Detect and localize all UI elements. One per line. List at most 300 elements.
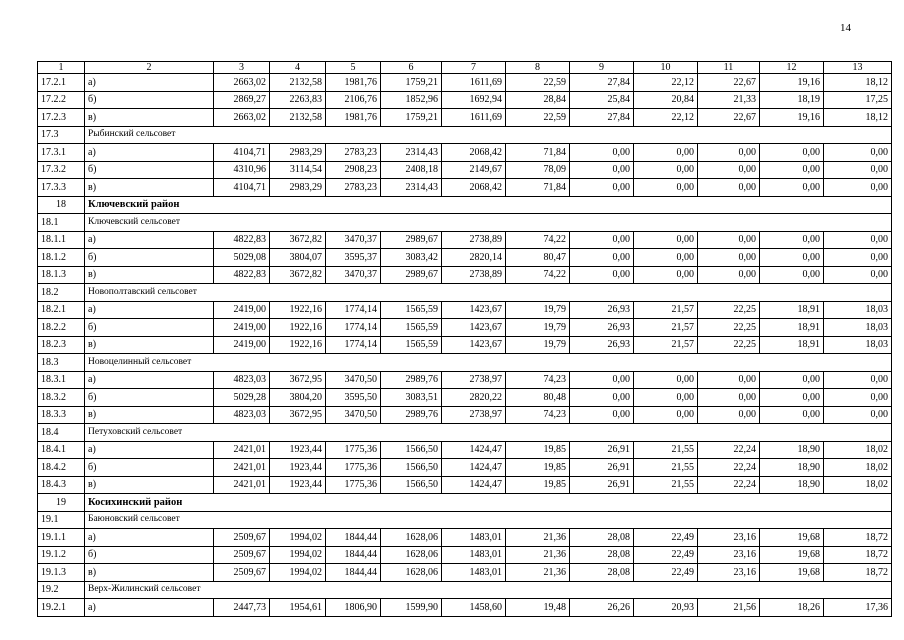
value-cell: 19,68: [760, 529, 824, 547]
value-cell: 28,08: [570, 546, 634, 564]
value-cell: 18,12: [824, 109, 892, 127]
value-cell: 18,19: [760, 91, 824, 109]
value-cell: 18,91: [760, 336, 824, 354]
value-cell: 0,00: [824, 179, 892, 197]
column-number-cell: 8: [506, 62, 570, 74]
value-cell: 2738,89: [442, 231, 506, 249]
area-name-cell: Петуховский сельсовет: [85, 424, 892, 442]
value-cell: 4104,71: [214, 179, 270, 197]
value-cell: 2421,01: [214, 441, 270, 459]
value-cell: 2989,67: [381, 231, 442, 249]
value-cell: 2149,67: [442, 161, 506, 179]
value-cell: 0,00: [760, 161, 824, 179]
row-code-cell: 18.4: [38, 424, 85, 442]
variant-label-cell: а): [85, 441, 214, 459]
value-cell: 1599,90: [381, 599, 442, 617]
value-cell: 0,00: [824, 406, 892, 424]
value-cell: 0,00: [570, 266, 634, 284]
value-cell: 19,79: [506, 336, 570, 354]
row-code-cell: 18.2.1: [38, 301, 85, 319]
row-code-cell: 18.1.1: [38, 231, 85, 249]
value-cell: 23,16: [698, 529, 760, 547]
value-cell: 3804,20: [270, 389, 326, 407]
value-cell: 20,84: [634, 91, 698, 109]
value-cell: 21,57: [634, 301, 698, 319]
value-cell: 26,91: [570, 441, 634, 459]
variant-label-cell: б): [85, 319, 214, 337]
value-cell: 2509,67: [214, 564, 270, 582]
value-cell: 3672,82: [270, 266, 326, 284]
value-cell: 4823,03: [214, 371, 270, 389]
value-cell: 71,84: [506, 179, 570, 197]
variant-label-cell: б): [85, 161, 214, 179]
value-cell: 19,68: [760, 564, 824, 582]
value-cell: 3595,37: [326, 249, 381, 267]
row-code-cell: 18.2.3: [38, 336, 85, 354]
value-cell: 3470,50: [326, 406, 381, 424]
area-name-cell: Рыбинский сельсовет: [85, 126, 892, 144]
value-cell: 25,84: [570, 91, 634, 109]
value-cell: 0,00: [634, 371, 698, 389]
district-row: [38, 494, 892, 512]
value-cell: 2421,01: [214, 476, 270, 494]
value-cell: 80,47: [506, 249, 570, 267]
value-cell: 22,25: [698, 319, 760, 337]
value-cell: 18,03: [824, 301, 892, 319]
value-cell: 1774,14: [326, 301, 381, 319]
value-cell: 18,03: [824, 336, 892, 354]
value-cell: 22,12: [634, 109, 698, 127]
value-cell: 3470,50: [326, 371, 381, 389]
table-row: [38, 389, 892, 407]
value-cell: 26,91: [570, 459, 634, 477]
data-table: [37, 61, 892, 617]
value-cell: 22,24: [698, 459, 760, 477]
value-cell: 18,91: [760, 301, 824, 319]
table-row: [38, 441, 892, 459]
row-code-cell: 17.3: [38, 126, 85, 144]
value-cell: 1611,69: [442, 109, 506, 127]
value-cell: 1423,67: [442, 319, 506, 337]
value-cell: 4822,83: [214, 266, 270, 284]
value-cell: 1981,76: [326, 109, 381, 127]
value-cell: 1759,21: [381, 109, 442, 127]
value-cell: 21,57: [634, 336, 698, 354]
value-cell: 0,00: [634, 406, 698, 424]
value-cell: 0,00: [760, 249, 824, 267]
table-row: [38, 336, 892, 354]
row-code-cell: 18: [38, 196, 85, 214]
value-cell: 74,23: [506, 406, 570, 424]
table-row: [38, 564, 892, 582]
table-row: [38, 109, 892, 127]
value-cell: 2989,76: [381, 406, 442, 424]
value-cell: 1923,44: [270, 441, 326, 459]
value-cell: 1775,36: [326, 476, 381, 494]
value-cell: 18,90: [760, 459, 824, 477]
value-cell: 1922,16: [270, 301, 326, 319]
value-cell: 3672,95: [270, 406, 326, 424]
value-cell: 80,48: [506, 389, 570, 407]
value-cell: 0,00: [760, 389, 824, 407]
table-row: [38, 546, 892, 564]
value-cell: 2983,29: [270, 179, 326, 197]
column-number-cell: 3: [214, 62, 270, 74]
value-cell: 2869,27: [214, 91, 270, 109]
value-cell: 1565,59: [381, 319, 442, 337]
value-cell: 1565,59: [381, 301, 442, 319]
value-cell: 1424,47: [442, 476, 506, 494]
value-cell: 3470,37: [326, 266, 381, 284]
row-code-cell: 17.2.1: [38, 74, 85, 92]
variant-label-cell: в): [85, 266, 214, 284]
table-body: [38, 62, 892, 617]
value-cell: 1844,44: [326, 564, 381, 582]
value-cell: 1566,50: [381, 476, 442, 494]
value-cell: 2820,14: [442, 249, 506, 267]
value-cell: 19,85: [506, 441, 570, 459]
section-row: [38, 424, 892, 442]
value-cell: 3083,51: [381, 389, 442, 407]
value-cell: 21,56: [698, 599, 760, 617]
value-cell: 18,72: [824, 564, 892, 582]
value-cell: 18,90: [760, 476, 824, 494]
section-row: [38, 511, 892, 529]
variant-label-cell: а): [85, 231, 214, 249]
value-cell: 26,26: [570, 599, 634, 617]
value-cell: 2820,22: [442, 389, 506, 407]
value-cell: 4822,83: [214, 231, 270, 249]
value-cell: 2132,58: [270, 109, 326, 127]
value-cell: 2314,43: [381, 179, 442, 197]
value-cell: 1423,67: [442, 301, 506, 319]
value-cell: 18,72: [824, 546, 892, 564]
value-cell: 28,84: [506, 91, 570, 109]
variant-label-cell: в): [85, 406, 214, 424]
value-cell: 1774,14: [326, 336, 381, 354]
value-cell: 26,93: [570, 336, 634, 354]
value-cell: 3114,54: [270, 161, 326, 179]
value-cell: 3672,82: [270, 231, 326, 249]
value-cell: 2132,58: [270, 74, 326, 92]
value-cell: 0,00: [634, 179, 698, 197]
table-row: [38, 406, 892, 424]
value-cell: 18,02: [824, 459, 892, 477]
row-code-cell: 18.1.3: [38, 266, 85, 284]
value-cell: 0,00: [634, 144, 698, 162]
value-cell: 2263,83: [270, 91, 326, 109]
row-code-cell: 18.3.1: [38, 371, 85, 389]
row-code-cell: 19.1: [38, 511, 85, 529]
section-row: [38, 354, 892, 372]
variant-label-cell: а): [85, 301, 214, 319]
variant-label-cell: в): [85, 109, 214, 127]
variant-label-cell: б): [85, 546, 214, 564]
value-cell: 0,00: [760, 144, 824, 162]
value-cell: 22,25: [698, 301, 760, 319]
value-cell: 1844,44: [326, 529, 381, 547]
value-cell: 2419,00: [214, 336, 270, 354]
value-cell: 21,33: [698, 91, 760, 109]
variant-label-cell: а): [85, 144, 214, 162]
value-cell: 1759,21: [381, 74, 442, 92]
value-cell: 1774,14: [326, 319, 381, 337]
value-cell: 0,00: [634, 389, 698, 407]
value-cell: 19,16: [760, 109, 824, 127]
value-cell: 0,00: [698, 371, 760, 389]
value-cell: 0,00: [698, 179, 760, 197]
value-cell: 18,72: [824, 529, 892, 547]
value-cell: 0,00: [760, 179, 824, 197]
value-cell: 3672,95: [270, 371, 326, 389]
row-code-cell: 17.3.3: [38, 179, 85, 197]
row-code-cell: 19.2: [38, 581, 85, 599]
row-code-cell: 19.1.1: [38, 529, 85, 547]
page-number: 14: [840, 22, 851, 34]
value-cell: 1994,02: [270, 564, 326, 582]
value-cell: 0,00: [824, 231, 892, 249]
value-cell: 0,00: [824, 249, 892, 267]
value-cell: 18,90: [760, 441, 824, 459]
row-code-cell: 18.1: [38, 214, 85, 232]
value-cell: 1483,01: [442, 529, 506, 547]
value-cell: 0,00: [570, 406, 634, 424]
value-cell: 0,00: [634, 161, 698, 179]
variant-label-cell: а): [85, 74, 214, 92]
value-cell: 0,00: [634, 249, 698, 267]
value-cell: 0,00: [570, 231, 634, 249]
value-cell: 22,49: [634, 546, 698, 564]
value-cell: 0,00: [824, 266, 892, 284]
value-cell: 1423,67: [442, 336, 506, 354]
value-cell: 0,00: [824, 144, 892, 162]
value-cell: 19,79: [506, 301, 570, 319]
area-name-cell: Верх-Жилинский сельсовет: [85, 581, 892, 599]
row-code-cell: 17.2.3: [38, 109, 85, 127]
variant-label-cell: в): [85, 476, 214, 494]
value-cell: 0,00: [698, 406, 760, 424]
table-row: [38, 301, 892, 319]
column-number-cell: 12: [760, 62, 824, 74]
value-cell: 0,00: [760, 266, 824, 284]
value-cell: 1566,50: [381, 441, 442, 459]
column-number-cell: 9: [570, 62, 634, 74]
value-cell: 22,49: [634, 529, 698, 547]
section-row: [38, 581, 892, 599]
row-code-cell: 18.4.2: [38, 459, 85, 477]
value-cell: 18,02: [824, 476, 892, 494]
area-name-cell: Новоцелинный сельсовет: [85, 354, 892, 372]
district-row: [38, 196, 892, 214]
value-cell: 1628,06: [381, 564, 442, 582]
value-cell: 18,02: [824, 441, 892, 459]
row-code-cell: 18.4.3: [38, 476, 85, 494]
value-cell: 2509,67: [214, 529, 270, 547]
value-cell: 21,55: [634, 476, 698, 494]
table-row: [38, 179, 892, 197]
table-row: [38, 249, 892, 267]
value-cell: 21,36: [506, 564, 570, 582]
value-cell: 0,00: [634, 231, 698, 249]
value-cell: 1852,96: [381, 91, 442, 109]
value-cell: 1775,36: [326, 441, 381, 459]
value-cell: 78,09: [506, 161, 570, 179]
value-cell: 1994,02: [270, 546, 326, 564]
column-number-cell: 6: [381, 62, 442, 74]
value-cell: 0,00: [698, 231, 760, 249]
value-cell: 2989,76: [381, 371, 442, 389]
value-cell: 18,91: [760, 319, 824, 337]
row-code-cell: 17.3.2: [38, 161, 85, 179]
table-row: [38, 459, 892, 477]
variant-label-cell: б): [85, 249, 214, 267]
value-cell: 21,36: [506, 546, 570, 564]
value-cell: 26,93: [570, 301, 634, 319]
value-cell: 1566,50: [381, 459, 442, 477]
row-code-cell: 19.2.1: [38, 599, 85, 617]
value-cell: 0,00: [698, 389, 760, 407]
value-cell: 2738,97: [442, 371, 506, 389]
value-cell: 22,24: [698, 441, 760, 459]
area-name-cell: Новополтавский сельсовет: [85, 284, 892, 302]
row-code-cell: 18.4.1: [38, 441, 85, 459]
value-cell: 74,22: [506, 266, 570, 284]
value-cell: 2419,00: [214, 301, 270, 319]
value-cell: 1458,60: [442, 599, 506, 617]
value-cell: 1483,01: [442, 564, 506, 582]
value-cell: 19,85: [506, 476, 570, 494]
section-row: [38, 284, 892, 302]
value-cell: 27,84: [570, 109, 634, 127]
section-row: [38, 126, 892, 144]
value-cell: 5029,28: [214, 389, 270, 407]
value-cell: 3804,07: [270, 249, 326, 267]
section-row: [38, 214, 892, 232]
column-number-cell: 7: [442, 62, 506, 74]
value-cell: 2068,42: [442, 179, 506, 197]
row-code-cell: 18.3: [38, 354, 85, 372]
column-number-cell: 2: [85, 62, 214, 74]
value-cell: 2663,02: [214, 74, 270, 92]
value-cell: 20,93: [634, 599, 698, 617]
value-cell: 22,59: [506, 74, 570, 92]
value-cell: 1923,44: [270, 476, 326, 494]
table-row: [38, 599, 892, 617]
row-code-cell: 17.3.1: [38, 144, 85, 162]
value-cell: 19,68: [760, 546, 824, 564]
value-cell: 26,93: [570, 319, 634, 337]
value-cell: 2983,29: [270, 144, 326, 162]
value-cell: 22,25: [698, 336, 760, 354]
value-cell: 0,00: [570, 161, 634, 179]
value-cell: 0,00: [698, 144, 760, 162]
value-cell: 4104,71: [214, 144, 270, 162]
value-cell: 3595,50: [326, 389, 381, 407]
value-cell: 1483,01: [442, 546, 506, 564]
column-number-row: [38, 62, 892, 74]
value-cell: 0,00: [570, 389, 634, 407]
value-cell: 1611,69: [442, 74, 506, 92]
value-cell: 22,67: [698, 74, 760, 92]
value-cell: 1844,44: [326, 546, 381, 564]
variant-label-cell: б): [85, 459, 214, 477]
value-cell: 0,00: [634, 266, 698, 284]
value-cell: 19,79: [506, 319, 570, 337]
value-cell: 2447,73: [214, 599, 270, 617]
column-number-cell: 1: [38, 62, 85, 74]
value-cell: 1565,59: [381, 336, 442, 354]
value-cell: 1922,16: [270, 319, 326, 337]
value-cell: 2989,67: [381, 266, 442, 284]
value-cell: 22,24: [698, 476, 760, 494]
value-cell: 17,25: [824, 91, 892, 109]
value-cell: 21,55: [634, 441, 698, 459]
value-cell: 27,84: [570, 74, 634, 92]
value-cell: 0,00: [570, 371, 634, 389]
value-cell: 2421,01: [214, 459, 270, 477]
value-cell: 21,55: [634, 459, 698, 477]
value-cell: 26,91: [570, 476, 634, 494]
column-number-cell: 10: [634, 62, 698, 74]
value-cell: 0,00: [760, 231, 824, 249]
value-cell: 1628,06: [381, 529, 442, 547]
value-cell: 0,00: [824, 371, 892, 389]
value-cell: 2419,00: [214, 319, 270, 337]
value-cell: 74,22: [506, 231, 570, 249]
variant-label-cell: б): [85, 91, 214, 109]
row-code-cell: 17.2.2: [38, 91, 85, 109]
value-cell: 5029,08: [214, 249, 270, 267]
value-cell: 1994,02: [270, 529, 326, 547]
variant-label-cell: б): [85, 389, 214, 407]
value-cell: 2783,23: [326, 144, 381, 162]
variant-label-cell: в): [85, 179, 214, 197]
value-cell: 28,08: [570, 529, 634, 547]
value-cell: 2106,76: [326, 91, 381, 109]
value-cell: 0,00: [698, 249, 760, 267]
table-row: [38, 529, 892, 547]
value-cell: 2509,67: [214, 546, 270, 564]
value-cell: 4823,03: [214, 406, 270, 424]
variant-label-cell: а): [85, 529, 214, 547]
column-number-cell: 5: [326, 62, 381, 74]
variant-label-cell: в): [85, 336, 214, 354]
value-cell: 2068,42: [442, 144, 506, 162]
value-cell: 1806,90: [326, 599, 381, 617]
value-cell: 1981,76: [326, 74, 381, 92]
row-code-cell: 19: [38, 494, 85, 512]
area-name-cell: Косихинский район: [85, 494, 892, 512]
value-cell: 22,49: [634, 564, 698, 582]
value-cell: 2738,97: [442, 406, 506, 424]
value-cell: 1775,36: [326, 459, 381, 477]
value-cell: 3470,37: [326, 231, 381, 249]
value-cell: 0,00: [570, 144, 634, 162]
value-cell: 22,67: [698, 109, 760, 127]
column-number-cell: 4: [270, 62, 326, 74]
value-cell: 22,59: [506, 109, 570, 127]
row-code-cell: 18.1.2: [38, 249, 85, 267]
row-code-cell: 18.2.2: [38, 319, 85, 337]
value-cell: 2408,18: [381, 161, 442, 179]
value-cell: 0,00: [570, 249, 634, 267]
value-cell: 18,03: [824, 319, 892, 337]
table-row: [38, 231, 892, 249]
table-row: [38, 476, 892, 494]
value-cell: 0,00: [824, 389, 892, 407]
value-cell: 18,26: [760, 599, 824, 617]
value-cell: 1628,06: [381, 546, 442, 564]
